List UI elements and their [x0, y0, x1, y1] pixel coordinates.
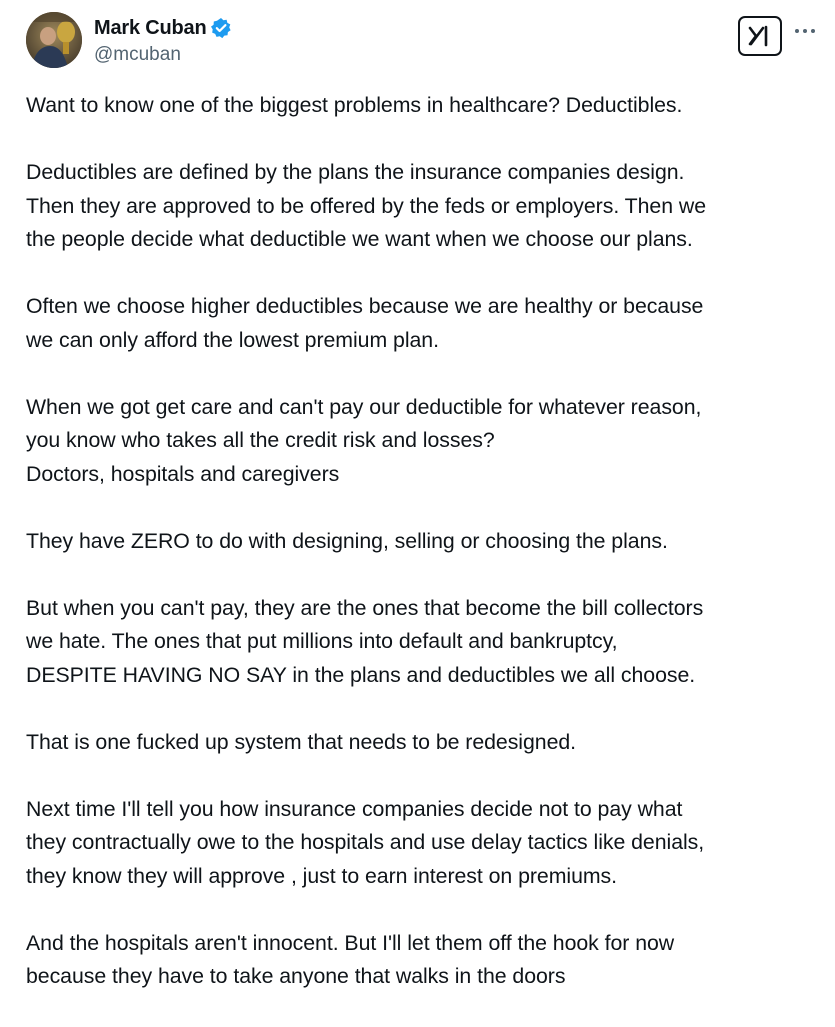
tweet-paragraph: [26, 525, 826, 559]
tweet-line: Want to know one of the biggest problems in healthcare? Deductibles.: [26, 93, 683, 117]
tweet-line: They have ZERO to do with designing, selling or choosing the plans.: [26, 528, 668, 553]
verified-badge-icon[interactable]: [210, 17, 232, 39]
tweet-paragraph: [26, 793, 826, 894]
tweet-line: because they have to take anyone that walks in the doors: [26, 964, 566, 988]
more-options-icon[interactable]: [792, 18, 818, 44]
tweet-line: Doctors, hospitals and caregivers: [26, 461, 340, 486]
tweet-line: the people decide what deductible we want when we choose our plans.: [26, 227, 693, 251]
tweet-paragraph: [26, 592, 826, 693]
tweet-header: [26, 12, 816, 74]
tweet-paragraph: [26, 290, 826, 357]
tweet-line: Then they are approved to be offered by the feds or employers. Then we: [26, 193, 706, 218]
tweet-line: they contractually owe to the hospitals and use delay tactics like denials,: [26, 830, 705, 854]
author-handle[interactable]: @mcuban: [94, 44, 181, 65]
tweet-line: Next time I'll tell you how insurance companies decide not to pay what: [26, 796, 683, 821]
author-name-row: [94, 14, 232, 42]
author-display-name[interactable]: Mark Cuban: [94, 16, 207, 39]
tweet-line: they know they will approve , just to earn interest on premiums.: [26, 863, 618, 888]
x-logo-icon[interactable]: [738, 16, 782, 56]
tweet-line: DESPITE HAVING NO SAY in the plans and deductibles we all choose.: [26, 662, 696, 687]
tweet-paragraph: [26, 927, 826, 994]
tweet-line: Deductibles are defined by the plans the insurance companies design.: [26, 160, 685, 184]
tweet-paragraph: [26, 156, 826, 257]
tweet-paragraph: [26, 391, 826, 492]
tweet-line: That is one fucked up system that needs to be redesigned.: [26, 729, 577, 754]
tweet-paragraph: [26, 726, 826, 760]
tweet-line: But when you can't pay, they are the ones that become the bill collectors: [26, 595, 704, 620]
tweet-line: Often we choose higher deductibles because we are healthy or because: [26, 294, 704, 318]
tweet-line: we can only afford the lowest premium plan.: [26, 327, 439, 352]
tweet-paragraph: [26, 89, 826, 123]
author-block: [94, 14, 232, 66]
avatar-image: [26, 12, 82, 68]
tweet-line: we hate. The ones that put millions into default and bankruptcy,: [26, 629, 618, 653]
tweet-line: you know who takes all the credit risk and losses?: [26, 428, 495, 452]
avatar[interactable]: [26, 12, 82, 68]
tweet-line: And the hospitals aren't innocent. But I'll let them off the hook for now: [26, 930, 675, 955]
tweet-line: When we got get care and can't pay our deductible for whatever reason,: [26, 394, 702, 419]
tweet-text: [26, 89, 826, 1027]
